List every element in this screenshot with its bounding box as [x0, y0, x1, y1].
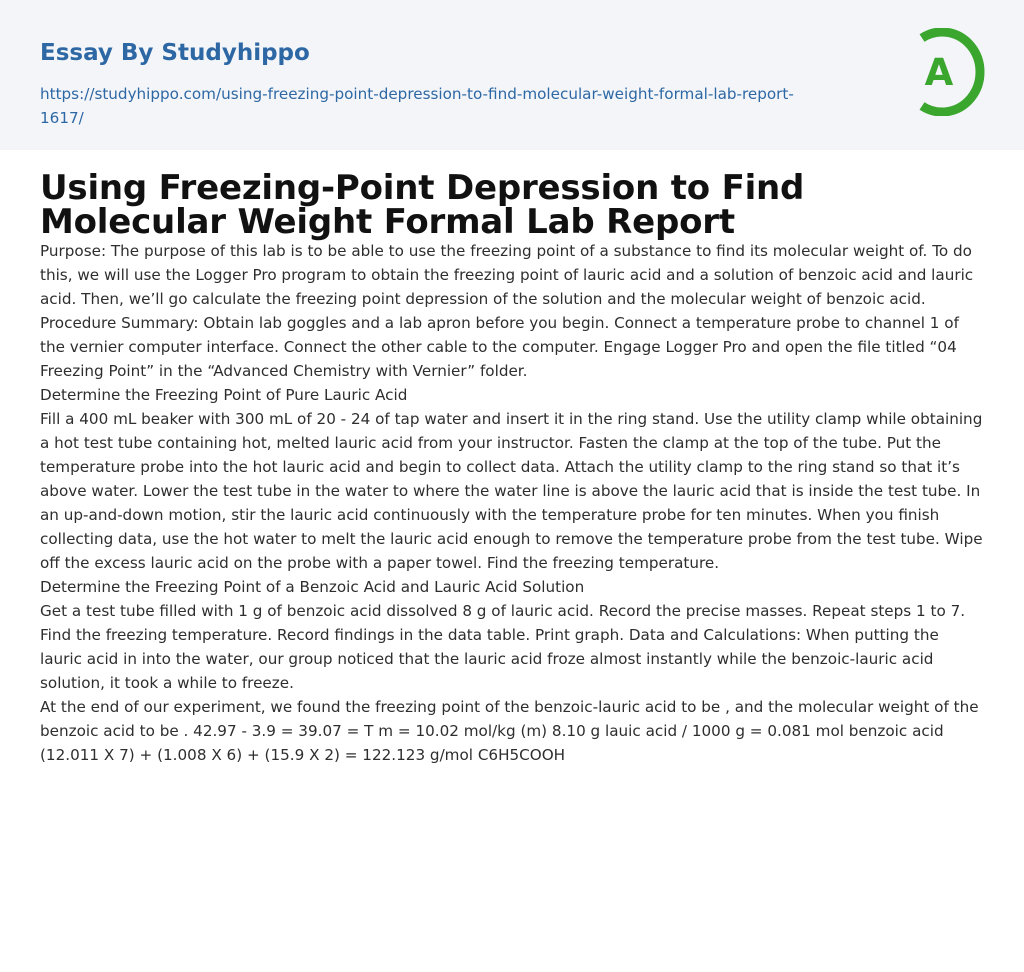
- article-body: [40, 168, 984, 767]
- logo-letter: A: [924, 51, 954, 94]
- page-title: Using Freezing-Point Depression to Find Molecular Weight Formal Lab Report: [40, 168, 805, 242]
- brand-title[interactable]: Essay By Studyhippo: [40, 40, 310, 66]
- source-url-link[interactable]: https://studyhippo.com/using-freezing-point-depression-to-find-molecular-weight-formal-lab-report-1617/: [40, 85, 794, 127]
- paragraph-solution-procedure: Get a test tube filled with 1 g of benzoic acid dissolved 8 g of lauric acid. Record the precise masses. Repeat steps 1 to 7. Find the freezing temperature. Record findings in the data table. Print graph. Data and Calculations: When putting the lauric acid in into the water, our group noticed that the lauric acid froze almost instantly while the benzoic-lauric acid solution, it took a while to freeze.: [40, 602, 966, 692]
- paragraph-purpose: Purpose: The purpose of this lab is to be able to use the freezing point of a substance to find its molecular weight of. To do this, we will use the Logger Pro program to obtain the freezing point of lauric acid and a solution of benzoic acid and lauric acid. Then, we’ll go calculate the freezing point depression of the solution and the molecular weight of benzoic acid.: [40, 242, 974, 308]
- site-header: [0, 0, 1024, 150]
- section-heading-pure-lauric: Determine the Freezing Point of Pure Lauric Acid: [40, 386, 408, 404]
- studyhippo-logo-icon[interactable]: [910, 28, 988, 116]
- paragraph-pure-lauric-procedure: Fill a 400 mL beaker with 300 mL of 20 - 24 of tap water and insert it in the ring stand. Use the utility clamp while obtaining a hot test tube containing hot, melted lauric acid from your instructor. Fasten the clamp at the top of the tube. Put the temperature probe into the hot lauric acid and begin to collect data. Attach the utility clamp to the ring stand so that it’s above water. Lower the test tube in the water to where the water line is above the lauric acid that is inside the test tube. In an up-and-down motion, stir the lauric acid continuously with the temperature probe for ten minutes. When you finish collecting data, use the hot water to melt the lauric acid enough to remove the temperature probe from the test tube. Wipe off the excess lauric acid on the probe with a paper towel. Find the freezing temperature.: [40, 410, 983, 572]
- paragraph-procedure-summary: Procedure Summary: Obtain lab goggles and a lab apron before you begin. Connect a temperature probe to channel 1 of the vernier computer interface. Connect the other cable to the computer. Engage Logger Pro and open the file titled “04 Freezing Point” in the “Advanced Chemistry with Vernier” folder.: [40, 314, 959, 380]
- paragraph-results: At the end of our experiment, we found the freezing point of the benzoic-lauric acid to be , and the molecular weight of the benzoic acid to be . 42.97 - 3.9 = 39.07 = T m = 10.02 mol/kg (m) 8.10 g lauic acid / 1000 g = 0.081 mol benzoic acid (12.011 X 7) + (1.008 X 6) + (15.9 X 2) = 122.123 g/mol C6H5COOH: [40, 698, 979, 764]
- section-heading-solution: Determine the Freezing Point of a Benzoic Acid and Lauric Acid Solution: [40, 578, 585, 596]
